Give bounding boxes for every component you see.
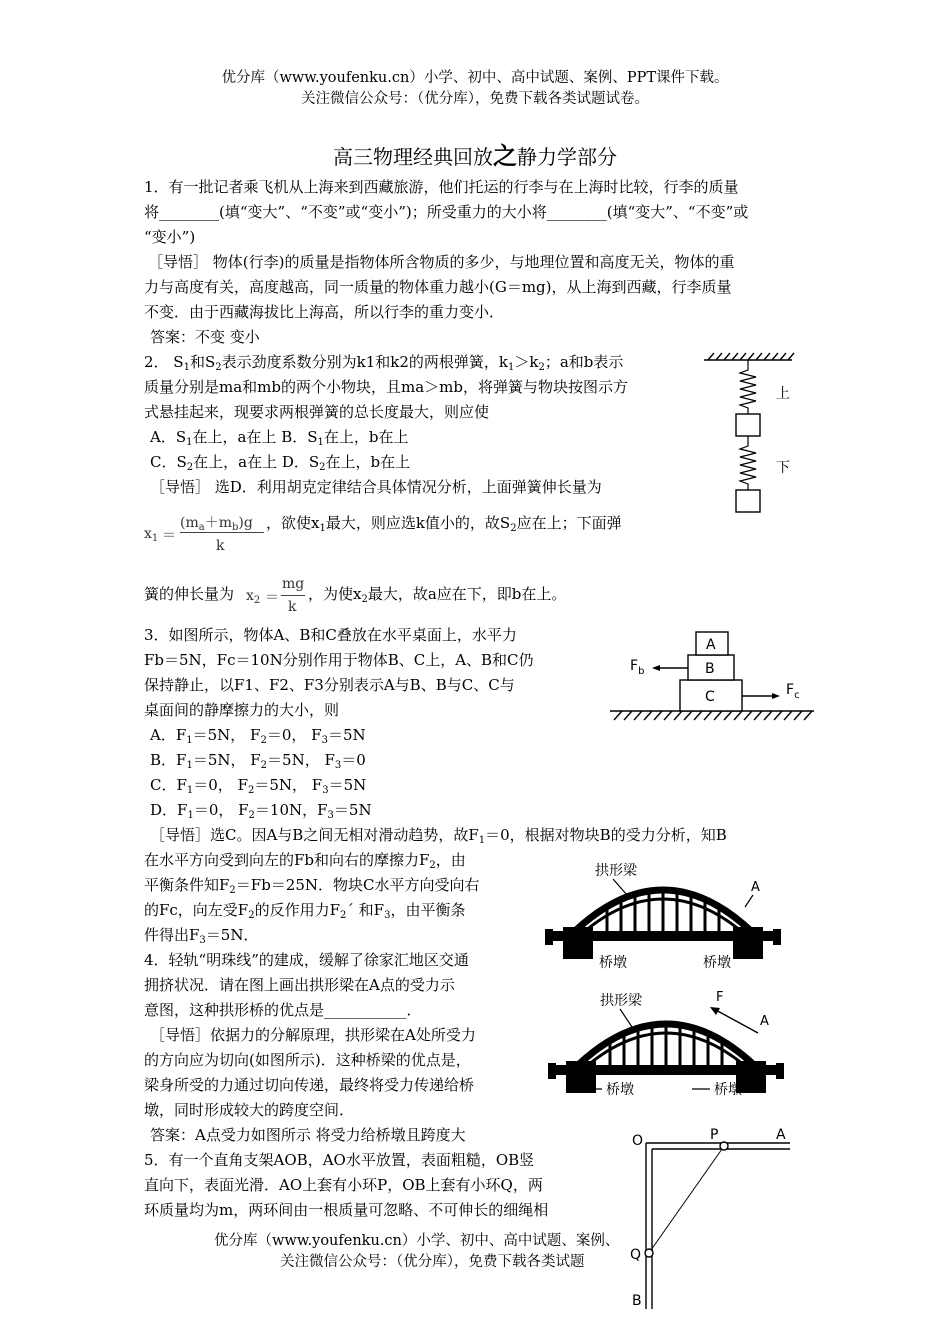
q1-answer: 答案：不变 变小 [150, 328, 260, 346]
lower-spring [740, 436, 756, 490]
formula-x2-var: $x_2$ [246, 588, 261, 606]
q4-line-1: 4．轻轨“明珠线”的建成，缓解了徐家汇地区交通 [144, 951, 469, 969]
q1-line-3: “变小”) [144, 228, 196, 246]
formula-x1-denominator: k [216, 538, 225, 554]
q5-line-2: 直向下，表面光滑．AO上套有小环P，OB上套有小环Q，两 [144, 1176, 543, 1194]
pier-left [563, 927, 593, 959]
ceiling-hatch [704, 353, 794, 360]
formula-x1-eq: ＝ [162, 528, 176, 544]
q2-guide-1: ［导悟］ 选D．利用胡克定律结合具体情况分析，上面弹簧伸长量为 [150, 478, 602, 496]
label-a: A [776, 1127, 786, 1143]
q3-line-1: 3．如图所示，物体A、B和C叠放在水平桌面上，水平力 [144, 626, 517, 644]
label-o: O [632, 1133, 644, 1149]
label-pier-left: 桥墩 [599, 955, 627, 971]
label-a: A [760, 1014, 769, 1029]
q2-option-cd: C．$S_2$在上，a在上 D．$S_2$在上，b在上 [150, 453, 411, 473]
q1-guide-3: 不变．由于西藏海拔比上海高，所以行李的重力变小． [144, 303, 505, 321]
pier-right [733, 927, 763, 959]
label-bottom: 下 [776, 460, 790, 476]
title-zhi: 之 [493, 141, 517, 170]
q4-guide-3: 梁身所受的力通过切向传递，最终将受力传递给桥 [144, 1076, 475, 1094]
q4-answer: 答案：A点受力如图所示 将受力给桥墩且跨度大 [150, 1126, 466, 1144]
q3-guide-4: 的Fc，向左受$F_2$的反作用力$F_2´$ 和$F_3$，由平衡条 [144, 901, 466, 921]
q5-line-3: 环质量均为m，两环间由一根质量可忽略、不可伸长的细绳相 [144, 1201, 549, 1219]
q1-line-2: 将________(填“变大”、“不变”或“变小”)；所受重力的大小将________(填“变大”、“不变”或 [144, 203, 749, 221]
ring-p [720, 1142, 728, 1150]
bridge-diagram-1 [543, 855, 783, 975]
arrow-fc-head [772, 693, 780, 699]
q4-guide-1: ［导悟］依据力的分解原理，拱形梁在A处所受力 [150, 1026, 476, 1044]
q3-option-a: A．$F_1=5N$， $F_2=0$， $F_3=5N$ [150, 726, 366, 746]
formula-x1-numerator: $(m_a+m_b)g$ [180, 515, 253, 533]
q2-option-ab: A．$S_1$在上，a在上 B．$S_1$在上，b在上 [150, 428, 409, 448]
q4-line-2: 拥挤状况．请在图上画出拱形梁在A点的受力示 [144, 976, 455, 994]
q2-guide-3b: ，为使$x_2$最大，故a应在下，即b在上。 [308, 585, 567, 605]
formula-x1-fraction-bar [180, 532, 264, 533]
q3-option-b: B．$F_1=5N$， $F_2=5N$， $F_3=0$ [150, 751, 366, 771]
q1-guide-2: 力与高度有关，高度越高，同一质量的物体重力越小(G＝mg)，从上海到西藏，行李质量 [144, 278, 732, 296]
blocks-diagram [608, 630, 818, 730]
label-fb: $F_b$ [630, 658, 645, 677]
q3-guide-1: ［导悟］选C。因A与B之间无相对滑动趋势，故$F_1=0$，根据对物块B的受力分析，知B [150, 826, 727, 846]
upper-spring [740, 360, 756, 414]
label-pier-right: 桥墩 [703, 955, 731, 971]
arrow-fb-head [652, 665, 660, 671]
formula-x2-numerator: mg [282, 576, 305, 592]
formula-x1-var: $x_1$ [144, 526, 159, 544]
footer-line-1: 优分库（www.youfenku.cn）小学、初中、高中试题、案例、 [214, 1233, 620, 1249]
footer-line-2: 关注微信公众号：（优分库），免费下载各类试题 [280, 1254, 585, 1270]
q3-line-2: Fb＝5N，Fc＝10N分别作用于物体B、C上，A、B和C仍 [144, 651, 534, 669]
q3-line-3: 保持静止，以F1、F2、F3分别表示A与B、B与C、C与 [144, 676, 515, 694]
label-beam: 拱形梁 [600, 993, 642, 1009]
q4-guide-2: 的方向应为切向(如图所示)．这种桥梁的优点是， [144, 1051, 471, 1069]
q2-guide-2: ，欲使$x_1$最大，则应选k值小的，故$S_2$应在上；下面弹 [266, 514, 622, 534]
bridge-diagram-2 [546, 985, 786, 1110]
label-a: A [751, 880, 760, 895]
label-fc: $F_c$ [786, 682, 800, 701]
label-p: P [710, 1127, 719, 1143]
label-q: Q [630, 1247, 642, 1263]
q2-line-3: 式悬挂起来，现要求两根弹簧的总长度最大，则应使 [144, 403, 490, 421]
title-pre: 高三物理经典回放 [333, 145, 493, 169]
label-pier-left: 桥墩 [606, 1082, 634, 1098]
q2-line-2: 质量分别是ma和mb的两个小物块，且ma＞mb，将弹簧与物块按图示方 [144, 378, 628, 396]
force-arrow [714, 1009, 758, 1033]
q3-guide-2: 在水平方向受到向左的Fb和向右的摩擦力$F_2$，由 [144, 851, 466, 871]
formula-x2-denominator: k [288, 599, 297, 615]
label-pier-right: 桥墩 [714, 1082, 742, 1098]
q1-line-1: 1．有一批记者乘飞机从上海来到西藏旅游，他们托运的行李与在上海时比较，行李的质量 [144, 178, 739, 196]
label-f: F [716, 990, 724, 1005]
string-pq [651, 1149, 722, 1250]
pier-left [566, 1061, 596, 1093]
header-line-2: 关注微信公众号：（优分库），免费下载各类试题试卷。 [301, 91, 649, 107]
lower-block [736, 490, 760, 512]
q3-option-c: C．$F_1=0$， $F_2=5N$， $F_3=5N$ [150, 776, 367, 796]
header-line-1: 优分库（www.youfenku.cn）小学、初中、高中试题、案例、PPT课件下载。 [221, 70, 729, 86]
spring-diagram [700, 350, 800, 518]
q1-guide-1: ［导悟］ 物体(行李)的质量是指物体所含物质的多少，与地理位置和高度无关，物体的重 [148, 253, 735, 271]
label-a: A [706, 637, 716, 653]
label-beam: 拱形梁 [595, 863, 637, 879]
q2-guide-3a: 簧的伸长量为 [144, 585, 235, 603]
q2-line-1: 2． $S_1$和$S_2$表示劲度系数分别为k1和k2的两根弹簧，$k_1>k_2$；a和b表示 [144, 353, 624, 373]
q3-line-4: 桌面间的静摩擦力的大小，则 [144, 701, 340, 719]
frame-diagram [626, 1125, 796, 1311]
q4-line-3: 意图，这种拱形桥的优点是___________． [144, 1001, 422, 1019]
ring-q [645, 1249, 653, 1257]
q4-guide-4: 墩，同时形成较大的跨度空间． [144, 1101, 355, 1119]
title-post: 静力学部分 [517, 145, 617, 169]
upper-block [736, 414, 760, 436]
label-top: 上 [776, 386, 790, 402]
q3-guide-5: 件得出$F_3=5N$． [144, 926, 259, 946]
q5-line-1: 5．有一个直角支架AOB，AO水平放置，表面粗糙，OB竖 [144, 1151, 535, 1169]
formula-x2-eq: ＝ [265, 590, 279, 606]
label-c: C [705, 689, 715, 705]
label-b: B [632, 1293, 642, 1309]
label-b: B [705, 661, 715, 677]
page-title [0, 136, 950, 171]
q3-option-d: D．$F_1=0$， $F_2=10N$，$F_3=5N$ [150, 801, 372, 821]
table-surface [610, 711, 814, 720]
q3-guide-3: 平衡条件知$F_2=Fb=25N$．物块C水平方向受向右 [144, 876, 480, 896]
formula-x2-fraction-bar [281, 595, 305, 596]
